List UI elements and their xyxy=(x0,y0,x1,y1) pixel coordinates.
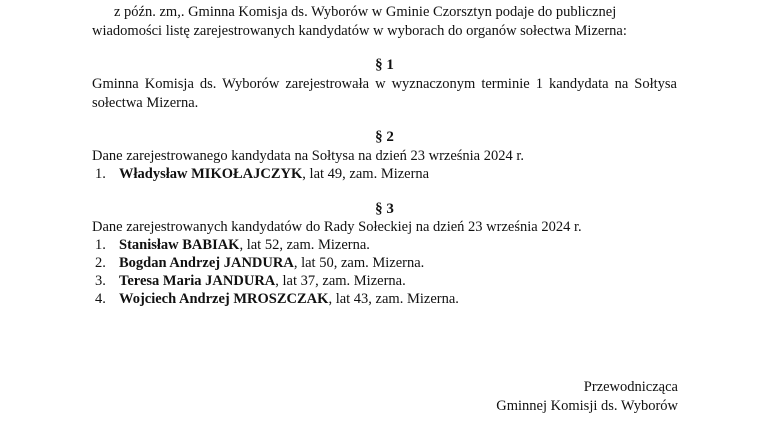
candidate-details: , lat 43, zam. Mizerna. xyxy=(328,291,459,307)
list-item-number: 3. xyxy=(95,273,106,289)
section-1-heading: § 1 xyxy=(375,57,394,73)
candidate-name: Władysław MIKOŁAJCZYK xyxy=(119,166,303,182)
list-item xyxy=(95,272,406,291)
section-3-heading: § 3 xyxy=(375,201,394,217)
list-item xyxy=(95,254,424,273)
section-3-text: Dane zarejestrowanych kandydatów do Rady Sołeckiej na dzień 23 września 2024 r. xyxy=(92,219,582,235)
candidate-details: , lat 50, zam. Mizerna. xyxy=(293,255,425,271)
signature-title: Przewodnicząca xyxy=(583,379,678,395)
list-item-number: 2. xyxy=(95,255,106,271)
list-item-number: 1. xyxy=(95,237,106,253)
list-item-number: 1. xyxy=(95,166,106,182)
candidate-name: Wojciech Andrzej MROSZCZAK xyxy=(119,291,329,307)
section-2-text: Dane zarejestrowanego kandydata na Sołtysa na dzień 23 września 2024 r. xyxy=(92,148,525,164)
candidate-name: Teresa Maria JANDURA xyxy=(119,273,276,289)
list-item xyxy=(95,165,429,184)
intro-line-1: z późn. zm,. Gminna Komisja ds. Wyborów w Gminie Czorsztyn podaje do publicznej xyxy=(114,4,617,20)
section-1-text: Gminna Komisja ds. Wyborów zarejestrowała w wyznaczonym terminie 1 kandydata na Sołtysa sołectwa Mizerna. xyxy=(92,76,677,111)
list-item xyxy=(95,290,459,309)
section-2-heading: § 2 xyxy=(375,129,394,145)
candidate-name: Bogdan Andrzej JANDURA xyxy=(119,255,294,271)
candidate-details: , lat 49, zam. Mizerna xyxy=(302,166,430,182)
list-item xyxy=(95,236,370,255)
candidate-details: , lat 37, zam. Mizerna. xyxy=(275,273,406,289)
intro-line-2: wiadomości listę zarejestrowanych kandydatów w wyborach do organów sołectwa Mizerna: xyxy=(92,23,627,39)
list-item-number: 4. xyxy=(95,291,106,307)
intro-paragraph xyxy=(92,3,677,41)
candidate-name: Stanisław BABIAK xyxy=(119,237,240,253)
signature-body: Gminnej Komisji ds. Wyborów xyxy=(496,398,678,414)
candidate-details: , lat 52, zam. Mizerna. xyxy=(239,237,370,253)
